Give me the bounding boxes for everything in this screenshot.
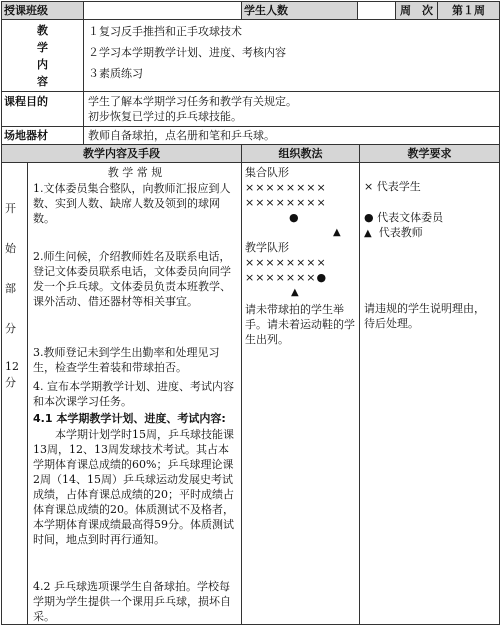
course-goal-text: 学生了解本学期学习任务和教学有关规定。 初步恢复已学过的乒乓球技能。: [84, 92, 500, 127]
teacher-triangle-icon: ▲: [333, 227, 341, 238]
lesson-plan-table: [1, 1, 500, 625]
class-label: 授课班级: [2, 2, 84, 20]
student-x-icon: ×: [364, 180, 374, 193]
content-item: ２学习本学期教学计划、进度、考核内容: [88, 46, 286, 59]
class-value: [84, 2, 242, 20]
teacher-triangle-icon: ▲: [364, 228, 372, 239]
plan-paragraph: 本学期计划学时15周，乒乓球技能课13周，12、13周发球技术考试。其占本学期体育课总成绩的60%；乒乓球理论课2周（14、15周）乒乓球运动发展史考试成绩，占体育课总成绩的20；平时成绩占体育课总成绩的20。体质测试不及格者，本学期体育课成绩最高得59分。体质测试时间，地点到时再行通知。: [33, 428, 234, 546]
legend-student: × 代表学生: [364, 180, 421, 193]
content-column: [28, 163, 242, 625]
formation-row: ×××××××●: [245, 271, 328, 284]
content-item: ３素质练习: [88, 67, 143, 80]
legend-committee: ● 代表文体委员: [364, 211, 444, 224]
teaching-content-label: 教 学 内 容: [2, 20, 84, 92]
week-label: 周 次: [396, 2, 438, 20]
content-paragraph: 1.文体委员集合整队，向教师汇报应到人数、实到人数、缺席人数及领到的球网数。: [33, 182, 231, 225]
students-label: 学生人数: [242, 2, 358, 20]
legend-teacher: ▲ 代表教师: [364, 226, 423, 239]
formation-1-label: 集合队形: [245, 166, 289, 179]
methods-column: [242, 163, 360, 625]
formation-2-label: 教学队形: [245, 241, 289, 254]
plan-heading: 4.1 本学期教学计划、进度、考试内容:: [33, 412, 226, 425]
week-value: 第１周: [438, 2, 500, 20]
section-label: 开 始 部 分 12 分: [2, 163, 28, 625]
content-item: １复习反手推挡和正手攻球技术: [88, 25, 242, 38]
plan-paragraph-2: 4.2 乒乓球选项课学生自备球拍。学校每学期为学生提供一个课用乒乓球，损坏自采。: [33, 580, 231, 623]
students-value: [358, 2, 396, 20]
content-paragraph: 2.师生问候，介绍教师姓名及联系电话，登记文体委员联系电话，文体委员向同学发一个乒乓球。文体委员负责本班教学、课外活动、借还器材等相关事宜。: [33, 250, 231, 308]
committee-dot-icon: ●: [364, 211, 374, 224]
content-paragraph: 4. 宣布本学期教学计划、进度、考试内容和本次课学习任务。: [33, 380, 234, 408]
col-header-methods: 组织教法: [242, 145, 360, 163]
content-paragraph: 3.教师登记未到学生出勤率和处理见习生，检查学生着装和带球拍否。: [33, 346, 220, 374]
methods-note: 请未带球拍的学生举手。请未着运动鞋的学生出列。: [245, 303, 355, 346]
requirements-note: 请违规的学生说明理由，待后处理。: [364, 302, 485, 330]
venue-label: 场地器材: [2, 127, 84, 145]
formation-row: ××××××××: [245, 181, 327, 194]
formation-row: ××××××××: [245, 256, 327, 269]
requirements-column: [360, 163, 500, 625]
col-header-content: 教学内容及手段: [2, 145, 242, 163]
routine-title: 教 学 常 规: [107, 166, 163, 179]
teacher-triangle-icon: ▲: [291, 287, 299, 298]
teaching-content-items: [84, 20, 500, 92]
venue-text: 教师自备球拍，点名册和笔和乒乓球。: [84, 127, 500, 145]
committee-dot-icon: ●: [289, 211, 299, 224]
col-header-requirements: 教学要求: [360, 145, 500, 163]
course-goal-label: 课程目的: [2, 92, 84, 127]
formation-row: ××××××××: [245, 196, 327, 209]
